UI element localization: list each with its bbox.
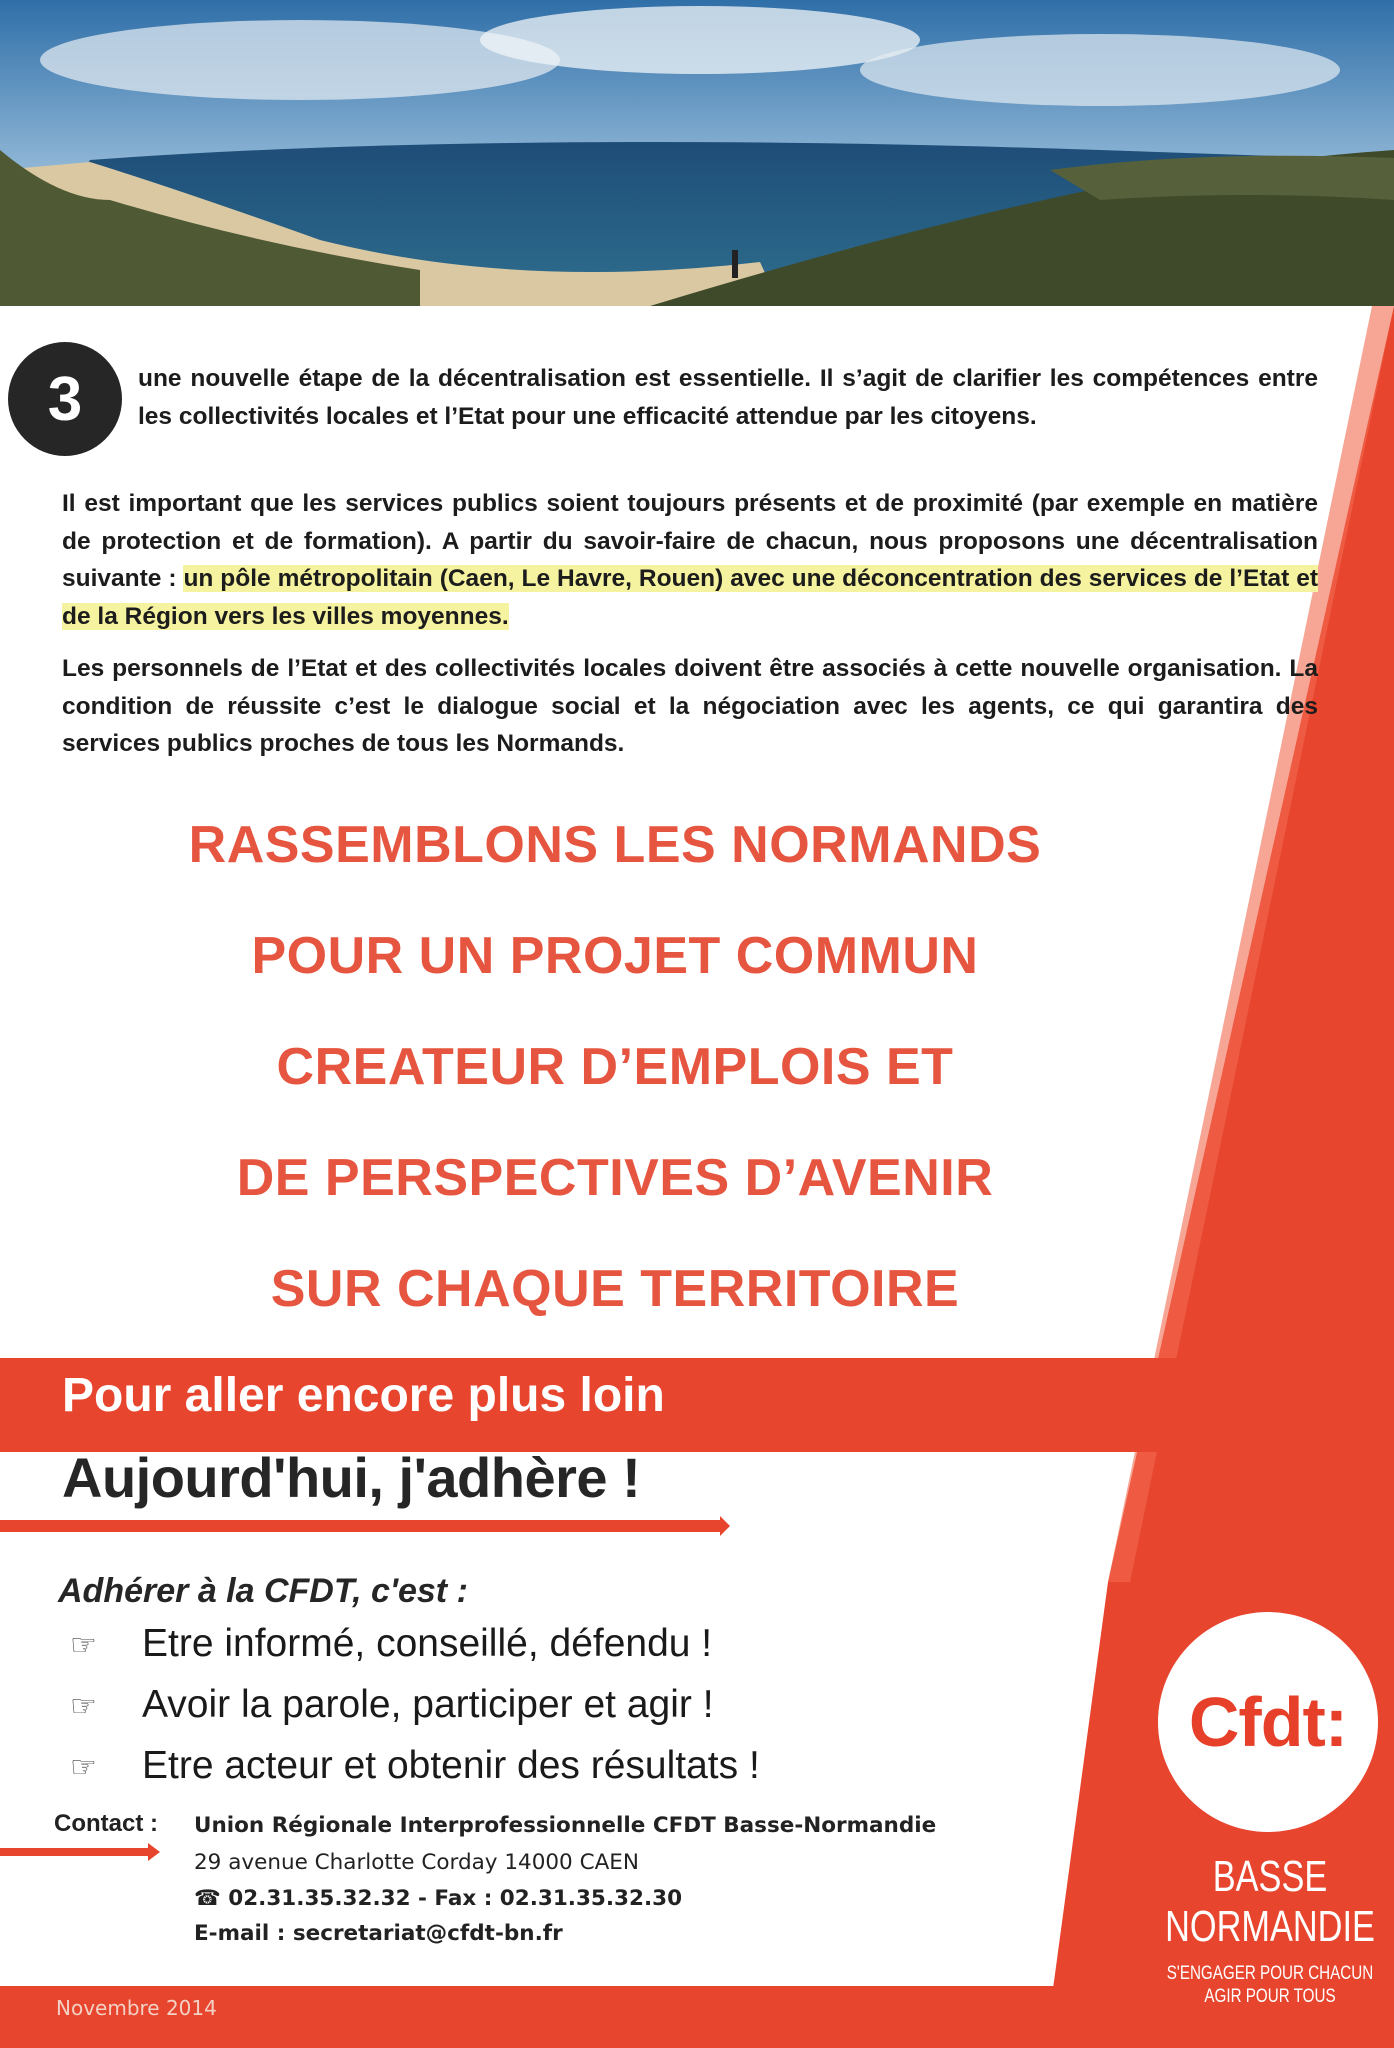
- paragraph-decentralisation: une nouvelle étape de la décentralisation est essentielle. Il s’agit de clarifier les compétences entre les collectivités locales et l’Etat pour une efficacité attendue par les citoyens.: [138, 365, 1318, 430]
- slogan-block: [40, 790, 1190, 1345]
- contact-phone-text: 02.31.35.32.32 - Fax : 02.31.35.32.30: [228, 1886, 683, 1911]
- cfdt-logo: [1158, 1612, 1378, 1832]
- adhere-headline: Aujourd'hui, j'adhère !: [62, 1446, 641, 1509]
- membership-bullet: [70, 1683, 714, 1727]
- pointing-hand-icon: ☞: [70, 1690, 97, 1724]
- region-name-line: NORMANDIE: [1165, 1902, 1375, 1951]
- logo-region: [1120, 1852, 1394, 2008]
- cfdt-logo-text: Cfdt:: [1188, 1683, 1348, 1761]
- banner-strip-text: Pour aller encore plus loin: [62, 1369, 665, 1422]
- contact-organisation: Union Régionale Interprofessionnelle CFDT Basse-Normandie: [194, 1813, 937, 1838]
- slogan-line: DE PERSPECTIVES D’AVENIR: [236, 1149, 994, 1207]
- bullet-text: Avoir la parole, participer et agir !: [142, 1683, 714, 1726]
- contact-label: Contact :: [54, 1810, 158, 1837]
- pointing-hand-icon: ☞: [70, 1751, 97, 1785]
- paragraph-public-services: [62, 485, 1318, 635]
- point-number-badge: 3: [8, 342, 122, 456]
- tagline-line: AGIR POUR TOUS: [1204, 1986, 1336, 2007]
- pointing-hand-icon: ☞: [70, 1629, 97, 1663]
- phone-icon: ☎: [194, 1886, 229, 1911]
- paragraph-public-services-text: Il est important que les services publics soient toujours présents et de proximité (par exemple en matière de protection et de formation). A partir du savoir-faire de chacun, nous proposons une décentralisation suivante :: [62, 490, 1318, 592]
- bullet-text: Etre acteur et obtenir des résultats !: [142, 1744, 760, 1787]
- publication-date: Novembre 2014: [56, 1996, 217, 2020]
- contact-address: 29 avenue Charlotte Corday 14000 CAEN: [194, 1850, 639, 1875]
- slogan-line: SUR CHAQUE TERRITOIRE: [270, 1260, 960, 1318]
- contact-phone: [194, 1886, 682, 1911]
- slogan-line: RASSEMBLONS LES NORMANDS: [188, 816, 1042, 874]
- highlighted-text: un pôle métropolitain (Caen, Le Havre, Rouen) avec une déconcentration des services de l’Etat et de la Région vers les villes moyennes.: [62, 565, 1318, 630]
- membership-intro: Adhérer à la CFDT, c'est :: [58, 1572, 468, 1610]
- tagline-line: S'ENGAGER POUR CHACUN: [1166, 1963, 1374, 1984]
- contact-email[interactable]: E-mail : secretariat@cfdt-bn.fr: [194, 1921, 563, 1946]
- paragraph-social-dialogue: Les personnels de l’Etat et des collectivités locales doivent être associés à cette nouvelle organisation. La condition de réussite c’est le dialogue social et la négociation avec les agents, ce qui garantira des services publics proches de tous les Normands.: [62, 655, 1318, 757]
- membership-bullet: [70, 1622, 712, 1666]
- region-name-line: BASSE: [1212, 1852, 1328, 1901]
- slogan-line: POUR UN PROJET COMMUN: [251, 927, 979, 985]
- slogan-line: CREATEUR D’EMPLOIS ET: [276, 1038, 954, 1096]
- bullet-text: Etre informé, conseillé, défendu !: [142, 1622, 713, 1665]
- membership-bullet: [70, 1744, 760, 1788]
